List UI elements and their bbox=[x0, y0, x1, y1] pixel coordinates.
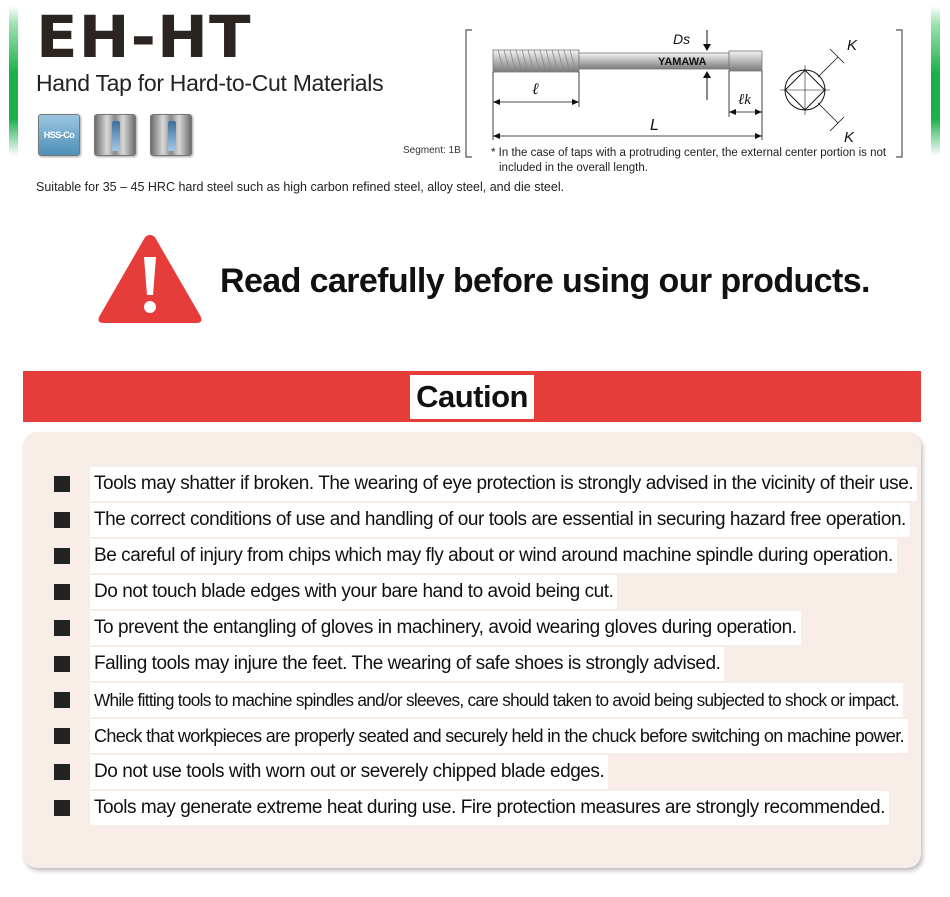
warning-triangle-icon bbox=[95, 231, 205, 327]
ds-dimension-label: Ds bbox=[673, 31, 691, 47]
suitability-text: Suitable for 35 – 45 HRC hard steel such as high carbon refined steel, alloy steel, and die steel. bbox=[36, 180, 565, 194]
square-bullet-icon bbox=[54, 476, 70, 492]
k-dimension-label-top: K bbox=[847, 37, 858, 54]
caution-item-text: Do not touch blade edges with your bare hand to avoid being cut. bbox=[90, 575, 617, 609]
note-line-2: included in the overall length. bbox=[499, 162, 648, 174]
right-green-accent-bar bbox=[931, 6, 940, 156]
center-portion-note bbox=[491, 146, 901, 176]
tap-dimension-drawing bbox=[460, 22, 910, 162]
caution-item-text: Be careful of injury from chips which may fly about or wind around machine spindle during operation. bbox=[90, 539, 897, 573]
square-bullet-icon bbox=[54, 620, 70, 636]
product-subtitle: Hand Tap for Hard-to-Cut Materials bbox=[36, 70, 384, 96]
hss-co-material-icon bbox=[38, 114, 80, 156]
k-dimension-label-bottom: K bbox=[844, 129, 855, 146]
caution-item-text: To prevent the entangling of gloves in machinery, avoid wearing gloves during operation. bbox=[90, 611, 801, 645]
caution-item-text: Tools may shatter if broken. The wearing of eye protection is strongly advised in the vicinity of their use. bbox=[90, 467, 917, 501]
caution-item-text: While fitting tools to machine spindles and/or sleeves, care should taken to avoid being subjected to shock or impact. bbox=[90, 683, 903, 717]
lk-dimension-label: ℓk bbox=[738, 92, 751, 108]
caution-item-text: Falling tools may injure the feet. The wearing of safe shoes is strongly advised. bbox=[90, 647, 724, 681]
caution-item-text: The correct conditions of use and handling of our tools are essential in securing hazard free operation. bbox=[90, 503, 910, 537]
caution-title: Caution bbox=[410, 375, 534, 419]
L-dimension-label: L bbox=[650, 117, 659, 134]
coating-icon bbox=[94, 114, 136, 156]
square-bullet-icon bbox=[54, 584, 70, 600]
square-bullet-icon bbox=[54, 764, 70, 780]
hss-co-badge-label: HSS-Co bbox=[43, 130, 75, 140]
product-title: EH-HT bbox=[36, 3, 252, 71]
coating-icon bbox=[150, 114, 192, 156]
square-bullet-icon bbox=[54, 800, 70, 816]
l-dimension-label: ℓ bbox=[532, 81, 539, 98]
segment-label: Segment: 1B bbox=[403, 145, 461, 156]
left-green-accent-bar bbox=[9, 6, 18, 156]
caution-item-text: Do not use tools with worn out or severely chipped blade edges. bbox=[90, 755, 608, 789]
note-line-1: * In the case of taps with a protruding center, the external center portion is not bbox=[491, 147, 887, 159]
square-bullet-icon bbox=[54, 656, 70, 672]
square-bullet-icon bbox=[54, 512, 70, 528]
read-carefully-heading: Read carefully before using our products. bbox=[220, 262, 870, 300]
caution-item-text: Check that workpieces are properly seated and securely held in the chuck before switching on machine power. bbox=[90, 719, 908, 753]
square-bullet-icon bbox=[54, 728, 70, 744]
square-bullet-icon bbox=[54, 548, 70, 564]
brand-label: YAMAWA bbox=[658, 56, 707, 68]
square-bullet-icon bbox=[54, 692, 70, 708]
caution-item-text: Tools may generate extreme heat during use. Fire protection measures are strongly recommended. bbox=[90, 791, 889, 825]
